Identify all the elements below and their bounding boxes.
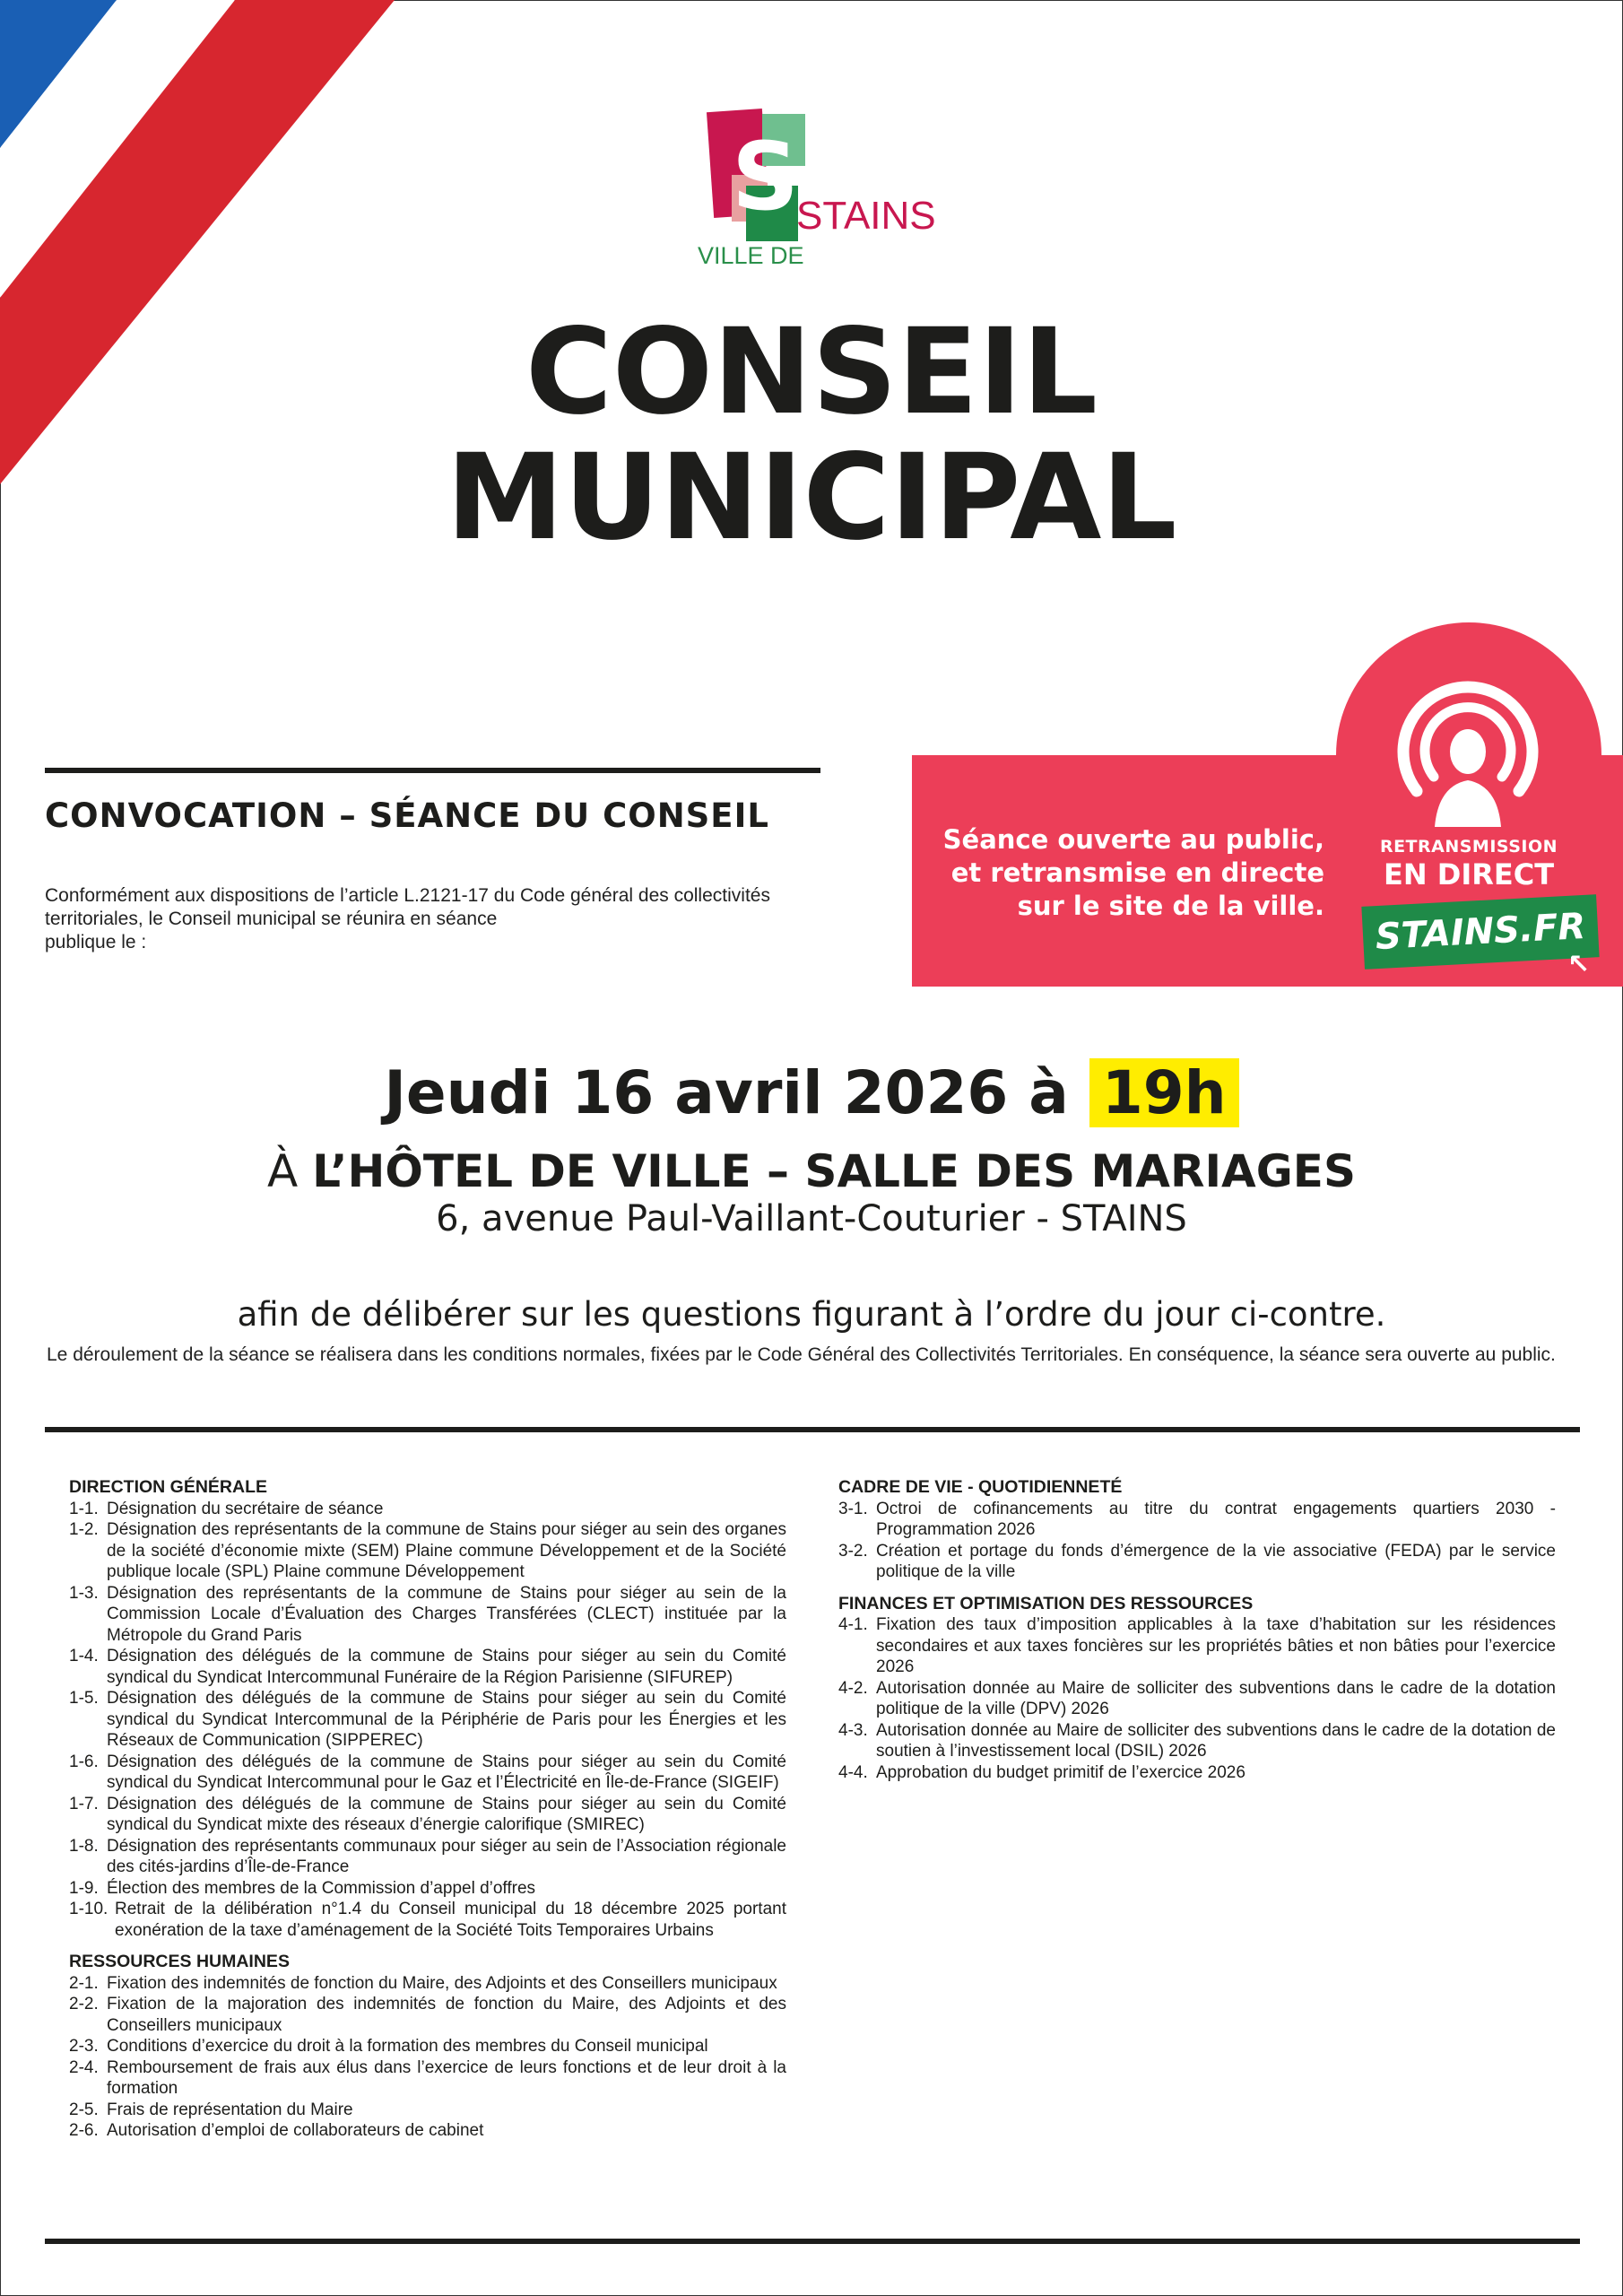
agenda-item: [69, 2036, 786, 2057]
broadcast-person-icon: [1392, 676, 1544, 829]
intro-line-3: publique le :: [45, 932, 147, 952]
agenda-item-number: 1-5.: [69, 1689, 99, 1708]
page-title: [0, 303, 1623, 567]
agenda-item-number: 2-5.: [69, 2100, 99, 2119]
agenda-item-number: 2-1.: [69, 1973, 99, 1993]
agenda-item: [838, 1541, 1556, 1583]
agenda-item: [838, 1720, 1556, 1762]
section-cadre-title: CADRE DE VIE - QUOTIDIENNETÉ: [838, 1477, 1123, 1497]
title-line-2: MUNICIPAL: [446, 429, 1177, 567]
agenda-item-number: 2-4.: [69, 2057, 99, 2077]
agenda-item-number: 1-6.: [69, 1752, 99, 1771]
session-date: [0, 1058, 1623, 1127]
agenda-item-number: 2-2.: [69, 1995, 99, 2013]
cursor-arrow-icon: ↖: [1567, 949, 1591, 980]
agenda-item: [69, 1994, 786, 2036]
logo-letter: S: [732, 122, 799, 231]
agenda-item: [838, 1614, 1556, 1678]
agenda-item-number: 2-3.: [69, 2037, 99, 2056]
session-time: 19h: [1089, 1058, 1239, 1127]
agenda-item-number: 4-3.: [838, 1720, 868, 1740]
agenda-item-number: 1-3.: [69, 1583, 99, 1603]
agenda-item: [69, 1973, 786, 1995]
agenda-item-number: 1-7.: [69, 1794, 99, 1813]
divider-bottom: [45, 2239, 1580, 2244]
section-rh-list: [69, 1973, 786, 2142]
divider-top: [45, 768, 820, 773]
agenda-item-text: Frais de représentation du Maire: [107, 2100, 353, 2119]
agenda-item: [838, 1499, 1556, 1541]
agenda-item-text: Désignation du secrétaire de séance: [107, 1499, 384, 1518]
live-line-3: sur le site de la ville.: [1017, 891, 1324, 921]
agenda-item-number: 1-1.: [69, 1499, 99, 1518]
agenda-item-text: Fixation des taux d’imposition applicables à la taxe d’habitation sur les résidences secondaires et aux taxes foncières sur les propriétés bâties et non bâties pour l’exercice 2026: [876, 1615, 1556, 1676]
agenda-item-number: 3-1.: [838, 1499, 868, 1518]
agenda-right-column: [838, 1477, 1556, 1783]
agenda-item-number: 4-4.: [838, 1762, 868, 1782]
live-description: [943, 823, 1324, 923]
agenda-item: [69, 2057, 786, 2100]
agenda-item: [69, 2120, 786, 2142]
session-address: 6, avenue Paul-Vaillant-Couturier - STAINS: [436, 1198, 1187, 1239]
agenda-item-text: Autorisation donnée au Maire de solliciter des subventions dans le cadre de la dotation politique de la ville (DPV) 2026: [876, 1678, 1556, 1718]
agenda-item-text: Désignation des délégués de la commune de Stains pour siéger au sein du Comité syndical du Syndicat mixte des réseaux d’énergie calorifique (SMIREC): [107, 1794, 786, 1834]
retransmission-label: RETRANSMISSION: [1379, 837, 1558, 857]
agenda-item: [69, 1519, 786, 1583]
logo-brand: STAINS: [796, 194, 936, 238]
agenda-item-text: Création et portage du fonds d’émergence de la vie associative (FEDA) par le service politique de la ville: [876, 1541, 1556, 1581]
agenda-item: [69, 1752, 786, 1794]
section-finances-title: FINANCES ET OPTIMISATION DES RESSOURCES: [838, 1593, 1254, 1613]
agenda-item-text: Fixation de la majoration des indemnités de fonction du Maire, des Adjoints et des Conseillers municipaux: [107, 1995, 786, 2035]
convocation-intro: [45, 884, 816, 954]
agenda-item: [69, 1899, 786, 1941]
stains-fr-link[interactable]: STAINS.FR: [1361, 894, 1599, 970]
live-line-2: et retransmise en directe: [950, 857, 1324, 888]
agenda-item-number: 1-9.: [69, 1878, 99, 1898]
section-rh-title: RESSOURCES HUMAINES: [69, 1952, 290, 1971]
session-day: Jeudi 16 avril 2026 à: [384, 1058, 1069, 1127]
logo-prefix: VILLE DE: [698, 242, 804, 269]
agenda-item: [69, 1583, 786, 1647]
section-finances-list: [838, 1614, 1556, 1783]
agenda-item: [838, 1762, 1556, 1784]
agenda-item: [838, 1678, 1556, 1720]
agenda-item-number: 3-2.: [838, 1541, 868, 1561]
agenda-item-text: Conditions d’exercice du droit à la formation des membres du Conseil municipal: [107, 2037, 708, 2056]
convocation-heading: CONVOCATION – SÉANCE DU CONSEIL: [45, 796, 769, 835]
intro-line-2: territoriales, le Conseil municipal se réunira en séance: [45, 909, 498, 929]
agenda-item-text: Désignation des représentants de la commune de Stains pour siéger au sein de la Commission Locale d’Évaluation des Charges Transférées (CLECT) instituée par la Métropole du Grand Paris: [107, 1583, 786, 1645]
agenda-item-number: 1-10.: [69, 1900, 108, 1918]
agenda-item-text: Élection des membres de la Commission d’appel d’offres: [107, 1878, 536, 1898]
title-line-1: CONSEIL: [525, 303, 1098, 441]
agenda-item-text: Désignation des délégués de la commune de Stains pour siéger au sein du Comité syndical du Syndicat Intercommunal Funéraire de la Région Parisienne (SIFUREP): [107, 1647, 786, 1687]
agenda-item-text: Remboursement de frais aux élus dans l’exercice de leurs fonctions et de leur droit à la formation: [107, 2057, 786, 2098]
agenda-item-number: 4-1.: [838, 1615, 868, 1634]
agenda-item: [69, 1794, 786, 1836]
agenda-item-text: Désignation des représentants de la commune de Stains pour siéger au sein des organes de la société d’économie mixte (SEM) Plaine commune Développement et de la Société publique locale (SPL) Plaine commune Développement: [107, 1520, 786, 1581]
agenda-item-text: Désignation des délégués de la commune de Stains pour siéger au sein du Comité syndical du Syndicat Intercommunal pour le Gaz et l’Électricité en Île-de-France (SIGEIF): [107, 1752, 786, 1792]
section-cadre-list: [838, 1499, 1556, 1583]
section-direction-title: DIRECTION GÉNÉRALE: [69, 1477, 268, 1497]
agenda-item: [69, 1836, 786, 1878]
agenda-item-number: 2-6.: [69, 2121, 99, 2140]
agenda-item-text: Retrait de la délibération n°1.4 du Conseil municipal du 18 décembre 2025 portant exonération de la taxe d’aménagement de la Société Toits Temporaires Urbains: [115, 1900, 786, 1940]
agenda-item: [69, 1499, 786, 1520]
agenda-item: [69, 1688, 786, 1752]
session-conditions: Le déroulement de la séance se réalisera dans les conditions normales, fixées par le Code Général des Collectivités Territoriales. En conséquence, la séance sera ouverte au public.: [47, 1344, 1556, 1365]
live-line-1: Séance ouverte au public,: [942, 824, 1324, 855]
section-direction-list: [69, 1499, 786, 1942]
en-direct-label: EN DIRECT: [1383, 857, 1555, 891]
agenda-item-number: 1-2.: [69, 1520, 99, 1539]
agenda-left-column: [69, 1477, 786, 2142]
agenda-item-number: 1-8.: [69, 1836, 99, 1856]
place-name: L’HÔTEL DE VILLE – SALLE DES MARIAGES: [312, 1145, 1356, 1197]
agenda-item-text: Autorisation donnée au Maire de solliciter des subventions dans le cadre de la dotation de soutien à l’investissement local (DSIL) 2026: [876, 1720, 1556, 1761]
agenda-item-text: Désignation des délégués de la commune de Stains pour siéger au sein du Comité syndical du Syndicat Intercommunal de la Périphérie de Paris pour les Énergies et les Réseaux de Communication (SIPPEREC): [107, 1689, 786, 1750]
place-prefix: À: [267, 1145, 299, 1197]
agenda-item-text: Désignation des représentants communaux pour siéger au sein de l’Association régionale des cités-jardins d’Île-de-France: [107, 1836, 786, 1876]
agenda-item-text: Octroi de cofinancements au titre du contrat engagements quartiers 2030 - Programmation 2026: [876, 1499, 1556, 1539]
agenda-item-number: 1-4.: [69, 1647, 99, 1665]
agenda-item: [69, 1878, 786, 1900]
session-place: [0, 1145, 1623, 1197]
session-purpose: afin de délibérer sur les questions figurant à l’ordre du jour ci-contre.: [237, 1295, 1386, 1334]
agenda-item: [69, 2100, 786, 2121]
intro-line-1: Conformément aux dispositions de l’article L.2121-17 du Code général des collectivités: [45, 885, 770, 906]
agenda-item-text: Approbation du budget primitif de l’exercice 2026: [876, 1762, 1245, 1782]
divider-middle: [45, 1427, 1580, 1432]
agenda-item-text: Fixation des indemnités de fonction du Maire, des Adjoints et des Conseillers municipaux: [107, 1973, 777, 1993]
agenda-item-text: Autorisation d’emploi de collaborateurs de cabinet: [107, 2121, 484, 2140]
agenda-item-number: 4-2.: [838, 1678, 868, 1698]
agenda-item: [69, 1646, 786, 1688]
